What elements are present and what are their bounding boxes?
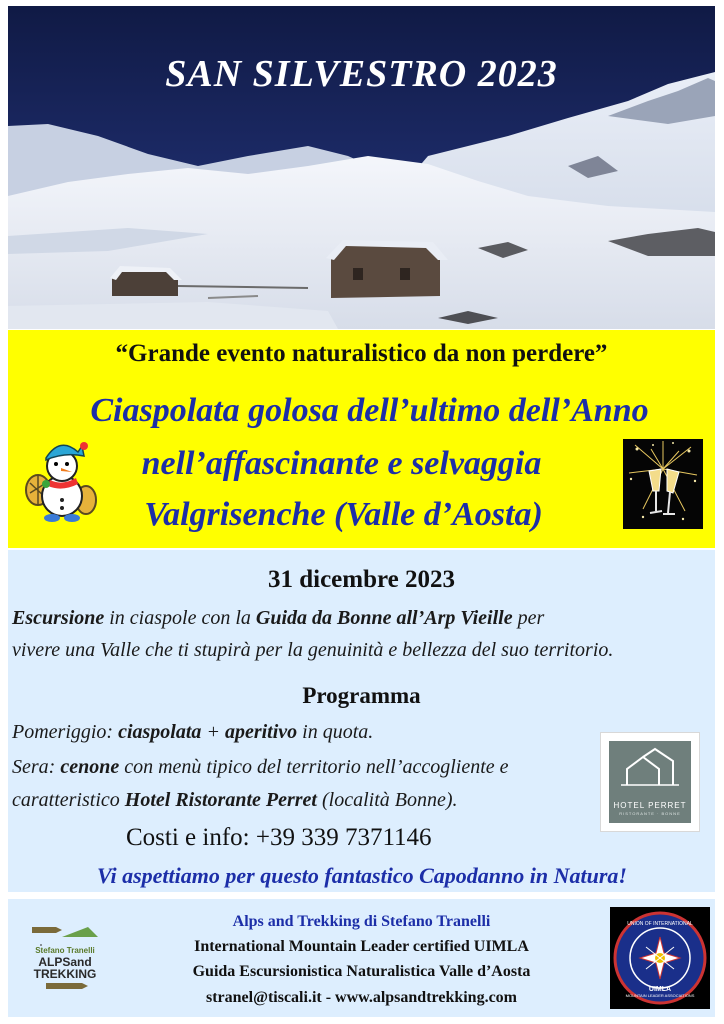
program-evening-cont: [12, 789, 458, 812]
organizer-credential-2: Guida Escursionistica Naturalistica Valle d’Aosta: [192, 963, 531, 980]
headline-line-2: nell’affascinante e selvaggia: [141, 445, 542, 482]
svg-text:ALPSand: ALPSand: [38, 955, 92, 969]
guide-emphasis: Guida da Bonne all’Arp Vieille: [255, 607, 513, 629]
program-text: Sera:: [12, 756, 61, 778]
headline-line-3: Valgrisenche (Valle d’Aosta): [144, 496, 543, 533]
organizer-name: Alps and Trekking di Stefano Tranelli: [232, 913, 491, 930]
alps-and-trekking-logo: [26, 923, 104, 995]
svg-text:TREKKING: TREKKING: [33, 967, 97, 981]
svg-text:UNION OF INTERNATIONAL: UNION OF INTERNATIONAL: [627, 921, 693, 927]
program-text: con menù tipico del territorio nell’accogliente e: [119, 756, 509, 778]
hotel-logo-name: HOTEL PERRET: [613, 801, 687, 810]
description-line-2: vivere una Valle che ti stupirà per la genuinità e bellezza del suo territorio.: [12, 639, 614, 661]
contact-costs: Costi e info: +39 339 7371146: [126, 824, 432, 851]
highlight-band: [8, 330, 715, 548]
tagline: “Grande evento naturalistico da non perdere”: [115, 340, 608, 367]
program-text: in quota.: [297, 721, 374, 743]
organizer-credential-1: International Mountain Leader certified UIMLA: [194, 938, 529, 955]
uimla-badge: [610, 907, 710, 1009]
program-afternoon: [12, 721, 373, 744]
program-text: +: [201, 721, 225, 743]
svg-text:UIMLA: UIMLA: [648, 986, 672, 993]
hotel-perret-logo: [600, 732, 700, 832]
description-text: per: [512, 607, 545, 629]
program-emphasis: aperitivo: [224, 721, 298, 743]
program-emphasis: cenone: [60, 756, 120, 778]
svg-text:MOUNTAIN LEADER ASSOCIATIONS: MOUNTAIN LEADER ASSOCIATIONS: [625, 993, 695, 998]
description-text: in ciaspole con la: [104, 607, 256, 629]
programma-heading: Programma: [302, 683, 421, 708]
event-date: 31 dicembre 2023: [267, 566, 455, 593]
program-text: Pomeriggio:: [12, 721, 119, 743]
headline-line-1: Ciaspolata golosa dell’ultimo dell’Anno: [90, 392, 649, 429]
champagne-glasses-icon: [623, 439, 703, 529]
hotel-logo-subtitle: RISTORANTE · BONNE: [619, 811, 681, 816]
uimla-emblem-icon: [610, 907, 710, 1009]
hotel-logo-panel: [609, 741, 691, 823]
svg-text:Stefano Tranelli: Stefano Tranelli: [35, 946, 95, 955]
event-title: SAN SILVESTRO 2023: [165, 53, 558, 95]
program-text: caratteristico: [12, 789, 125, 811]
program-text: (località Bonne).: [316, 789, 458, 811]
snowman-icon: [20, 438, 102, 528]
organizer-contact: stranel@tiscali.it - www.alpsandtrekking.com: [205, 989, 518, 1006]
footer: [8, 899, 715, 1017]
house-icon: [609, 741, 691, 801]
description-line-1: [12, 607, 544, 630]
event-details: [8, 550, 715, 892]
program-emphasis: ciaspolata: [118, 721, 202, 743]
hotel-name-emphasis: Hotel Ristorante Perret: [124, 789, 317, 811]
description-emphasis: Escursione: [12, 607, 105, 629]
closing-message: Vi aspettiamo per questo fantastico Capodanno in Natura!: [97, 863, 627, 888]
program-evening: [12, 756, 509, 779]
hero-photo: [8, 6, 715, 329]
